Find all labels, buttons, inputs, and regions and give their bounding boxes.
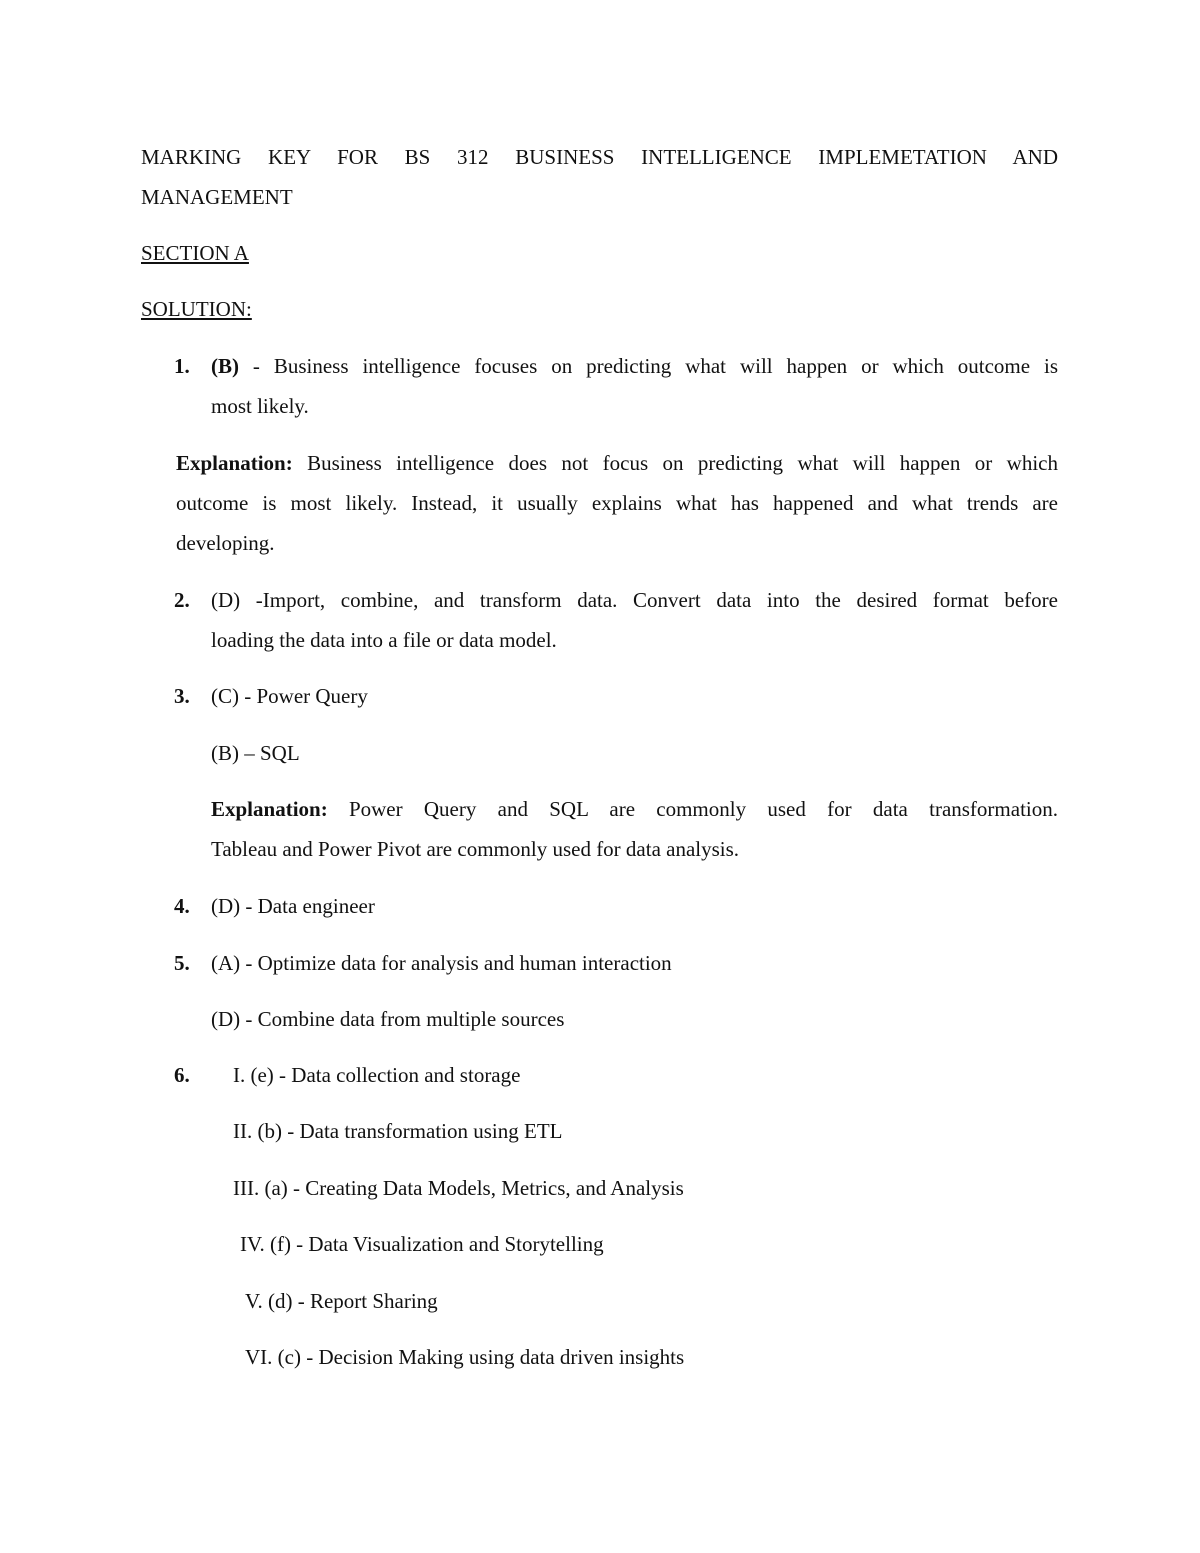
q1-explanation-text-1: Business intelligence does not focus on predicting what will happen or which bbox=[292, 451, 1058, 475]
q2-number: 2. bbox=[174, 588, 190, 612]
q1-answer-block bbox=[211, 346, 1058, 426]
section-heading: SECTION A bbox=[141, 241, 249, 265]
q3-explanation-line-2: Tableau and Power Pivot are commonly used for data analysis. bbox=[211, 837, 740, 861]
q1-explanation-label: Explanation: bbox=[176, 451, 293, 475]
q3-number: 3. bbox=[174, 684, 190, 708]
q1-explanation bbox=[176, 443, 1058, 563]
q6-number: 6. bbox=[174, 1063, 190, 1087]
q1-explanation-line-3: developing. bbox=[176, 531, 275, 555]
q6-item-1: I. (e) - Data collection and storage bbox=[233, 1063, 521, 1087]
q2-answer-line-1: (D) -Import, combine, and transform data. Convert data into the desired format before bbox=[211, 588, 1058, 612]
q3-answer-2: (B) – SQL bbox=[211, 741, 300, 765]
q1-explanation-line-1 bbox=[176, 443, 1058, 483]
document-title bbox=[141, 137, 1058, 217]
q1-explanation-line-2: outcome is most likely. Instead, it usually explains what has happened and what trends are bbox=[176, 491, 1058, 515]
q5-answer-1: (A) - Optimize data for analysis and human interaction bbox=[211, 951, 672, 975]
q4-answer: (D) - Data engineer bbox=[211, 894, 375, 918]
title-line-1: MARKING KEY FOR BS 312 BUSINESS INTELLIGENCE IMPLEMETATION AND bbox=[141, 145, 1058, 169]
solution-label: SOLUTION: bbox=[141, 297, 252, 321]
q1-answer-letter: (B) bbox=[211, 354, 239, 378]
title-line-2: MANAGEMENT bbox=[141, 185, 293, 209]
q6-item-5: V. (d) - Report Sharing bbox=[245, 1289, 438, 1313]
q5-answer-2: (D) - Combine data from multiple sources bbox=[211, 1007, 565, 1031]
q6-item-3: III. (a) - Creating Data Models, Metrics, and Analysis bbox=[233, 1176, 684, 1200]
q1-answer-line-2: most likely. bbox=[211, 394, 309, 418]
q1-answer-line-1 bbox=[211, 346, 1058, 386]
q3-answer-1: (C) - Power Query bbox=[211, 684, 368, 708]
q6-item-6: VI. (c) - Decision Making using data driven insights bbox=[245, 1345, 685, 1369]
q2-answer-line-2: loading the data into a file or data model. bbox=[211, 628, 557, 652]
q6-item-2: II. (b) - Data transformation using ETL bbox=[233, 1119, 563, 1143]
q4-number: 4. bbox=[174, 894, 190, 918]
q3-explanation-line-1 bbox=[211, 789, 1058, 829]
q3-explanation-text-1: Power Query and SQL are commonly used for data transformation. bbox=[327, 797, 1058, 821]
q1-number: 1. bbox=[174, 354, 190, 378]
q3-explanation bbox=[211, 789, 1058, 869]
q2-answer-block bbox=[211, 580, 1058, 660]
q3-explanation-label: Explanation: bbox=[211, 797, 328, 821]
q6-item-4: IV. (f) - Data Visualization and Storytelling bbox=[240, 1232, 604, 1256]
q1-answer-text: - Business intelligence focuses on predicting what will happen or which outcome is bbox=[239, 354, 1058, 378]
q5-number: 5. bbox=[174, 951, 190, 975]
